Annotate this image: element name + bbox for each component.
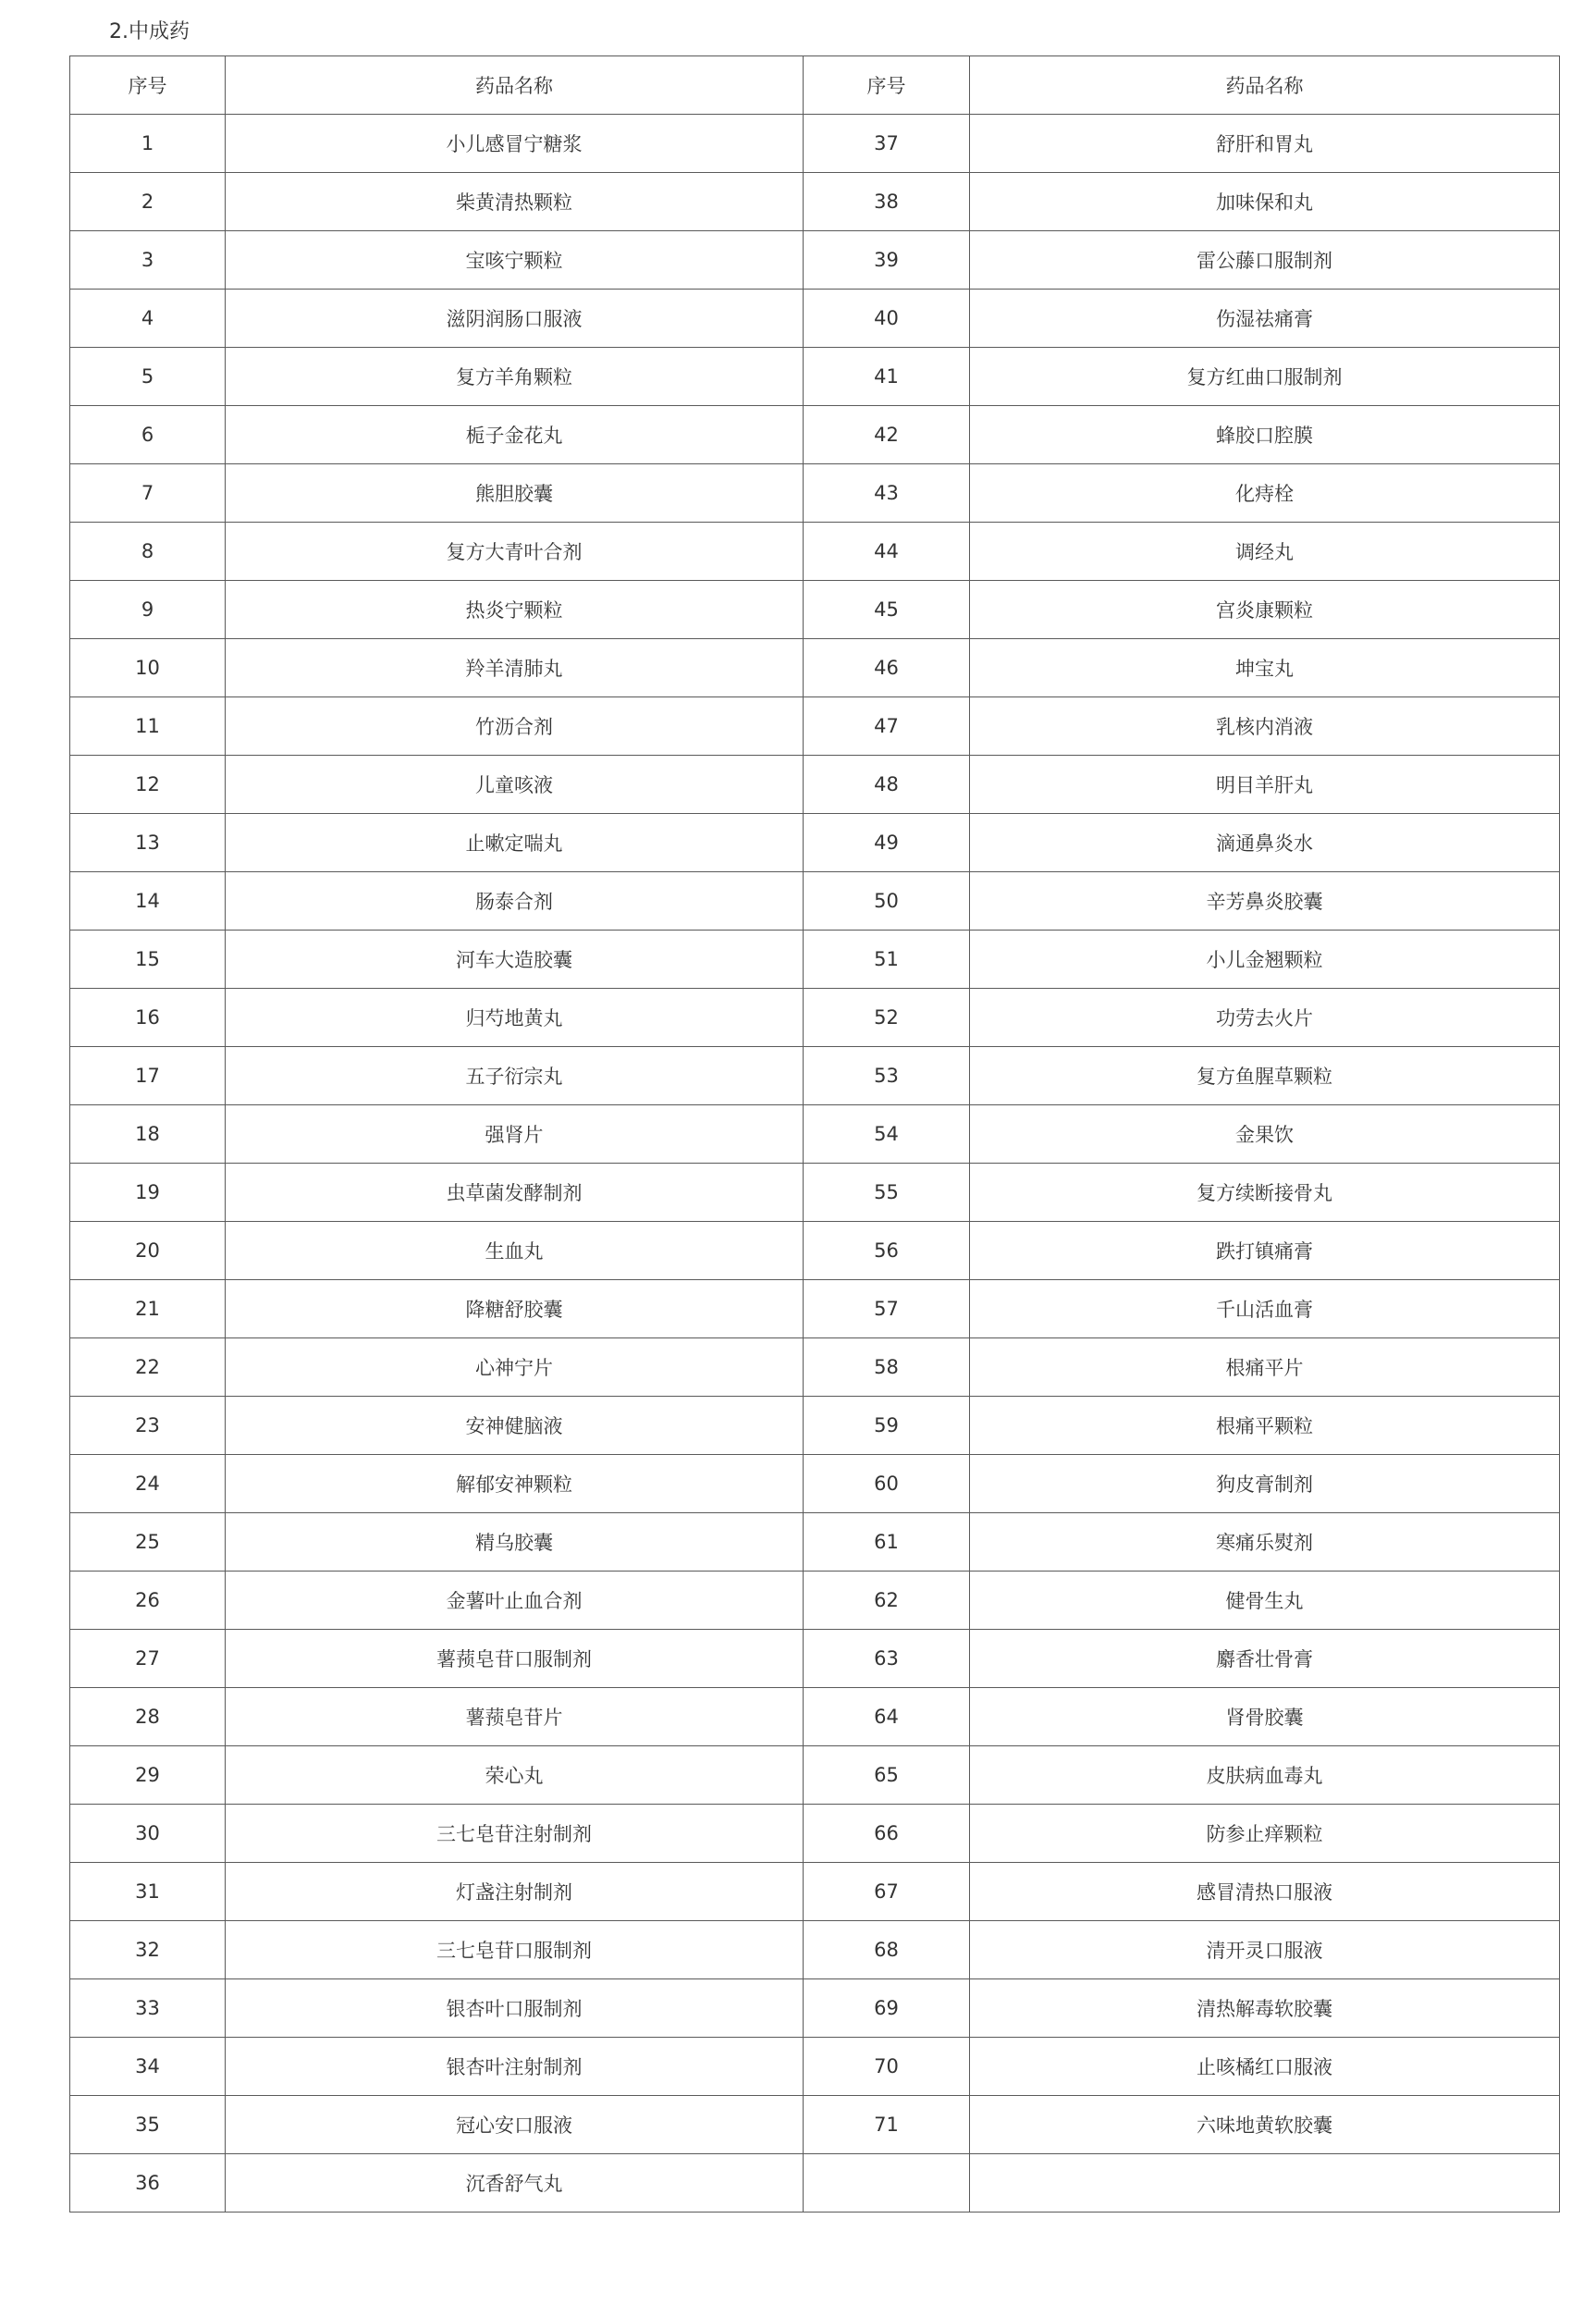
drug-name-cell: 归芍地黄丸 [226, 989, 804, 1047]
drug-name-cell: 金果饮 [970, 1105, 1560, 1164]
drug-name-cell: 五子衍宗丸 [226, 1047, 804, 1105]
index-cell: 62 [804, 1572, 970, 1630]
drug-name-cell: 小儿感冒宁糖浆 [226, 115, 804, 173]
header-index-right: 序号 [804, 56, 970, 115]
drug-name-cell: 健骨生丸 [970, 1572, 1560, 1630]
table-row [70, 1513, 1560, 1572]
index-cell: 60 [804, 1455, 970, 1513]
drug-name-cell: 复方鱼腥草颗粒 [970, 1047, 1560, 1105]
index-cell: 21 [70, 1280, 226, 1338]
drug-name-cell: 止咳橘红口服液 [970, 2038, 1560, 2096]
drug-name-cell: 乳核内消液 [970, 697, 1560, 756]
table-row [70, 872, 1560, 931]
drug-name-cell: 雷公藤口服制剂 [970, 231, 1560, 290]
table-row [70, 581, 1560, 639]
drug-name-cell: 根痛平片 [970, 1338, 1560, 1397]
index-cell: 43 [804, 464, 970, 523]
table-row [70, 756, 1560, 814]
drug-name-cell: 小儿金翘颗粒 [970, 931, 1560, 989]
index-cell: 46 [804, 639, 970, 697]
index-cell: 18 [70, 1105, 226, 1164]
index-cell [804, 2154, 970, 2213]
drug-name-cell: 薯蓣皂苷口服制剂 [226, 1630, 804, 1688]
index-cell: 69 [804, 1979, 970, 2038]
index-cell: 35 [70, 2096, 226, 2154]
drug-name-cell [970, 2154, 1560, 2213]
drug-name-cell: 心神宁片 [226, 1338, 804, 1397]
table-row [70, 1921, 1560, 1979]
index-cell: 63 [804, 1630, 970, 1688]
index-cell: 52 [804, 989, 970, 1047]
index-cell: 58 [804, 1338, 970, 1397]
index-cell: 38 [804, 173, 970, 231]
drug-name-cell: 复方红曲口服制剂 [970, 348, 1560, 406]
section-title: 2.中成药 [109, 20, 190, 43]
index-cell: 16 [70, 989, 226, 1047]
drug-name-cell: 根痛平颗粒 [970, 1397, 1560, 1455]
table-row [70, 931, 1560, 989]
index-cell: 48 [804, 756, 970, 814]
drug-name-cell: 精乌胶囊 [226, 1513, 804, 1572]
index-cell: 8 [70, 523, 226, 581]
index-cell: 28 [70, 1688, 226, 1746]
drug-name-cell: 荣心丸 [226, 1746, 804, 1805]
drug-name-cell: 银杏叶注射制剂 [226, 2038, 804, 2096]
table-row [70, 115, 1560, 173]
table-row [70, 231, 1560, 290]
table-row [70, 348, 1560, 406]
table-row [70, 1572, 1560, 1630]
header-drug-name-left: 药品名称 [226, 56, 804, 115]
drug-name-cell: 皮肤病血毒丸 [970, 1746, 1560, 1805]
drug-name-cell: 竹沥合剂 [226, 697, 804, 756]
index-cell: 59 [804, 1397, 970, 1455]
index-cell: 27 [70, 1630, 226, 1688]
table-row [70, 1280, 1560, 1338]
index-cell: 50 [804, 872, 970, 931]
index-cell: 36 [70, 2154, 226, 2213]
table-row [70, 1105, 1560, 1164]
index-cell: 7 [70, 464, 226, 523]
index-cell: 65 [804, 1746, 970, 1805]
drug-name-cell: 滴通鼻炎水 [970, 814, 1560, 872]
table-row [70, 1863, 1560, 1921]
table-row [70, 1688, 1560, 1746]
index-cell: 37 [804, 115, 970, 173]
drug-name-cell: 宫炎康颗粒 [970, 581, 1560, 639]
index-cell: 32 [70, 1921, 226, 1979]
drug-name-cell: 加味保和丸 [970, 173, 1560, 231]
header-drug-name-right: 药品名称 [970, 56, 1560, 115]
drug-name-cell: 感冒清热口服液 [970, 1863, 1560, 1921]
table-row [70, 697, 1560, 756]
index-cell: 39 [804, 231, 970, 290]
index-cell: 6 [70, 406, 226, 464]
drug-name-cell: 羚羊清肺丸 [226, 639, 804, 697]
drug-name-cell: 六味地黄软胶囊 [970, 2096, 1560, 2154]
table-row [70, 1630, 1560, 1688]
drug-name-cell: 柴黄清热颗粒 [226, 173, 804, 231]
drug-name-cell: 生血丸 [226, 1222, 804, 1280]
index-cell: 66 [804, 1805, 970, 1863]
drug-name-cell: 儿童咳液 [226, 756, 804, 814]
drug-name-cell: 化痔栓 [970, 464, 1560, 523]
drug-name-cell: 功劳去火片 [970, 989, 1560, 1047]
table-row [70, 1397, 1560, 1455]
index-cell: 47 [804, 697, 970, 756]
table-row [70, 1746, 1560, 1805]
drug-name-cell: 肠泰合剂 [226, 872, 804, 931]
drug-name-cell: 肾骨胶囊 [970, 1688, 1560, 1746]
index-cell: 34 [70, 2038, 226, 2096]
drug-name-cell: 虫草菌发酵制剂 [226, 1164, 804, 1222]
drug-name-cell: 冠心安口服液 [226, 2096, 804, 2154]
index-cell: 53 [804, 1047, 970, 1105]
index-cell: 54 [804, 1105, 970, 1164]
index-cell: 40 [804, 290, 970, 348]
drug-name-cell: 伤湿祛痛膏 [970, 290, 1560, 348]
table-row [70, 814, 1560, 872]
table-row [70, 2096, 1560, 2154]
table-row [70, 1047, 1560, 1105]
index-cell: 9 [70, 581, 226, 639]
drug-name-cell: 银杏叶口服制剂 [226, 1979, 804, 2038]
index-cell: 23 [70, 1397, 226, 1455]
table-row [70, 1222, 1560, 1280]
index-cell: 61 [804, 1513, 970, 1572]
index-cell: 44 [804, 523, 970, 581]
drug-name-cell: 河车大造胶囊 [226, 931, 804, 989]
index-cell: 3 [70, 231, 226, 290]
drug-name-cell: 复方大青叶合剂 [226, 523, 804, 581]
table-row [70, 2038, 1560, 2096]
drug-name-cell: 辛芳鼻炎胶囊 [970, 872, 1560, 931]
index-cell: 10 [70, 639, 226, 697]
drug-name-cell: 防参止痒颗粒 [970, 1805, 1560, 1863]
drug-name-cell: 热炎宁颗粒 [226, 581, 804, 639]
table-row [70, 639, 1560, 697]
drug-name-cell: 降糖舒胶囊 [226, 1280, 804, 1338]
index-cell: 17 [70, 1047, 226, 1105]
index-cell: 26 [70, 1572, 226, 1630]
drug-name-cell: 栀子金花丸 [226, 406, 804, 464]
index-cell: 11 [70, 697, 226, 756]
drug-name-cell: 金薯叶止血合剂 [226, 1572, 804, 1630]
drug-name-cell: 复方羊角颗粒 [226, 348, 804, 406]
drug-table [69, 55, 1560, 2213]
drug-name-cell: 薯蓣皂苷片 [226, 1688, 804, 1746]
drug-name-cell: 三七皂苷口服制剂 [226, 1921, 804, 1979]
drug-name-cell: 麝香壮骨膏 [970, 1630, 1560, 1688]
table-row [70, 406, 1560, 464]
index-cell: 20 [70, 1222, 226, 1280]
table-row [70, 290, 1560, 348]
index-cell: 19 [70, 1164, 226, 1222]
drug-name-cell: 滋阴润肠口服液 [226, 290, 804, 348]
index-cell: 42 [804, 406, 970, 464]
table-row [70, 989, 1560, 1047]
table-row [70, 1164, 1560, 1222]
drug-name-cell: 解郁安神颗粒 [226, 1455, 804, 1513]
index-cell: 4 [70, 290, 226, 348]
table-row [70, 1805, 1560, 1863]
index-cell: 51 [804, 931, 970, 989]
index-cell: 1 [70, 115, 226, 173]
drug-name-cell: 安神健脑液 [226, 1397, 804, 1455]
drug-name-cell: 狗皮膏制剂 [970, 1455, 1560, 1513]
table-header-row [70, 56, 1560, 115]
drug-name-cell: 寒痛乐熨剂 [970, 1513, 1560, 1572]
index-cell: 31 [70, 1863, 226, 1921]
index-cell: 12 [70, 756, 226, 814]
index-cell: 70 [804, 2038, 970, 2096]
index-cell: 55 [804, 1164, 970, 1222]
index-cell: 29 [70, 1746, 226, 1805]
index-cell: 25 [70, 1513, 226, 1572]
table-row [70, 1338, 1560, 1397]
header-index-left: 序号 [70, 56, 226, 115]
index-cell: 64 [804, 1688, 970, 1746]
index-cell: 22 [70, 1338, 226, 1397]
table-row [70, 2154, 1560, 2213]
index-cell: 2 [70, 173, 226, 231]
index-cell: 15 [70, 931, 226, 989]
drug-name-cell: 千山活血膏 [970, 1280, 1560, 1338]
drug-name-cell: 强肾片 [226, 1105, 804, 1164]
index-cell: 68 [804, 1921, 970, 1979]
index-cell: 67 [804, 1863, 970, 1921]
drug-name-cell: 清开灵口服液 [970, 1921, 1560, 1979]
table-row [70, 1455, 1560, 1513]
drug-name-cell: 舒肝和胃丸 [970, 115, 1560, 173]
table-row [70, 464, 1560, 523]
drug-name-cell: 调经丸 [970, 523, 1560, 581]
index-cell: 30 [70, 1805, 226, 1863]
drug-name-cell: 跌打镇痛膏 [970, 1222, 1560, 1280]
drug-name-cell: 三七皂苷注射制剂 [226, 1805, 804, 1863]
drug-name-cell: 蜂胶口腔膜 [970, 406, 1560, 464]
index-cell: 49 [804, 814, 970, 872]
index-cell: 33 [70, 1979, 226, 2038]
drug-name-cell: 沉香舒气丸 [226, 2154, 804, 2213]
drug-name-cell: 清热解毒软胶囊 [970, 1979, 1560, 2038]
index-cell: 41 [804, 348, 970, 406]
index-cell: 14 [70, 872, 226, 931]
table-row [70, 173, 1560, 231]
table-row [70, 1979, 1560, 2038]
index-cell: 71 [804, 2096, 970, 2154]
index-cell: 56 [804, 1222, 970, 1280]
drug-name-cell: 复方续断接骨丸 [970, 1164, 1560, 1222]
table-row [70, 523, 1560, 581]
drug-name-cell: 宝咳宁颗粒 [226, 231, 804, 290]
drug-name-cell: 止嗽定喘丸 [226, 814, 804, 872]
index-cell: 5 [70, 348, 226, 406]
index-cell: 13 [70, 814, 226, 872]
drug-name-cell: 明目羊肝丸 [970, 756, 1560, 814]
index-cell: 57 [804, 1280, 970, 1338]
index-cell: 45 [804, 581, 970, 639]
index-cell: 24 [70, 1455, 226, 1513]
drug-name-cell: 坤宝丸 [970, 639, 1560, 697]
drug-name-cell: 灯盏注射制剂 [226, 1863, 804, 1921]
drug-name-cell: 熊胆胶囊 [226, 464, 804, 523]
